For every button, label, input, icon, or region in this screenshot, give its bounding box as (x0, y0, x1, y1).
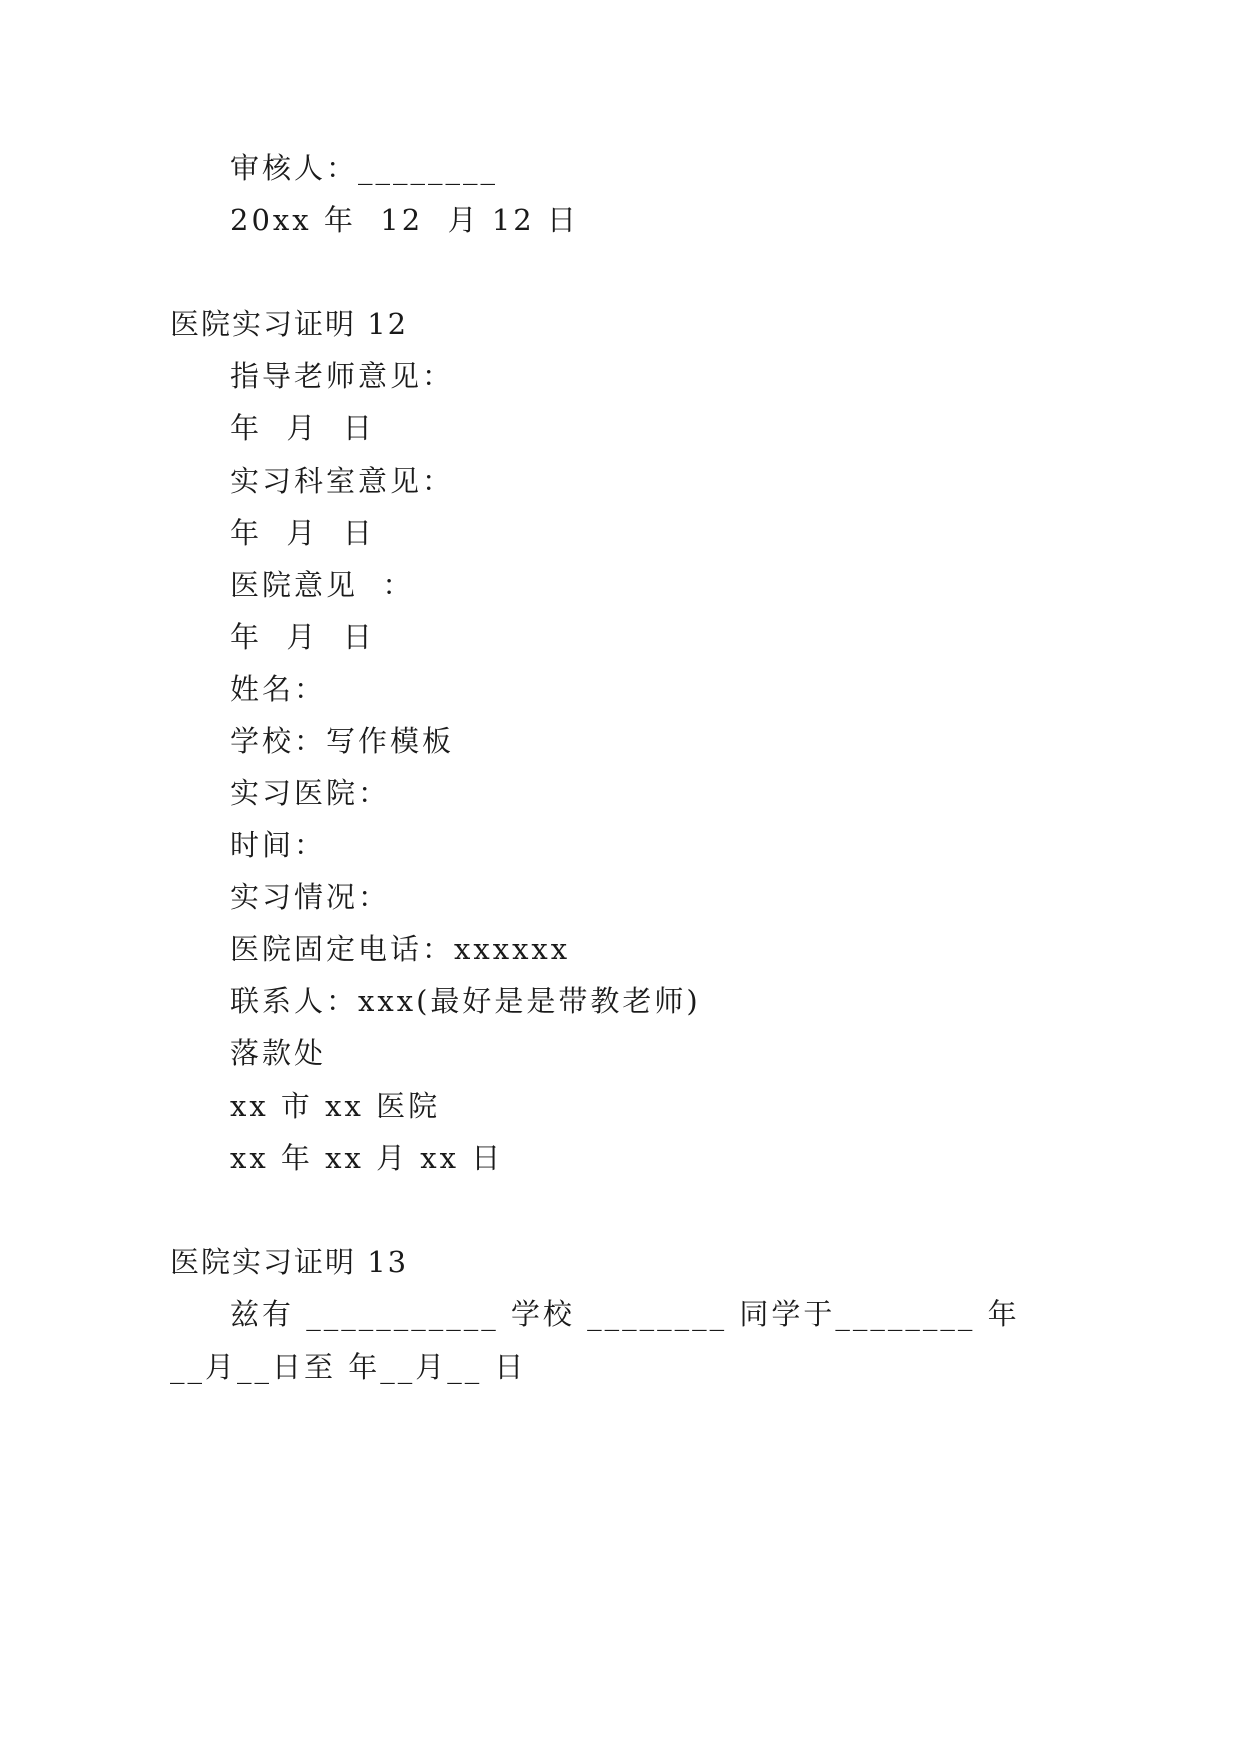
section-13-body-line-1: 兹有 ___________ 学校 ________ 同学于________ 年 (230, 1297, 1020, 1331)
name-field: 姓名： (230, 672, 327, 706)
advisor-date: 年 月 日 (230, 411, 375, 445)
internship-hospital-field: 实习医院： (230, 776, 391, 810)
hospital-name: xx 市 xx 医院 (230, 1089, 441, 1123)
internship-status-field: 实习情况： (230, 880, 391, 914)
hospital-phone-field: 医院固定电话：xxxxxx (230, 932, 571, 966)
section-13-title: 医院实习证明 13 (170, 1245, 409, 1279)
advisor-opinion: 指导老师意见： (230, 359, 455, 393)
department-opinion: 实习科室意见： (230, 464, 455, 498)
hospital-date: 年 月 日 (230, 620, 375, 654)
signature-date: xx 年 xx 月 xx 日 (230, 1141, 504, 1175)
department-date: 年 月 日 (230, 516, 375, 550)
contact-field: 联系人：xxx(最好是是带教老师) (230, 984, 701, 1018)
signature-label: 落款处 (230, 1036, 327, 1070)
section-13-body-line-2: __月__日至 年__月__ 日 (170, 1350, 527, 1384)
hospital-opinion: 医院意见 ： (230, 568, 415, 602)
section-12-title: 医院实习证明 12 (170, 307, 409, 341)
reviewer-line: 审核人：________ (230, 151, 499, 185)
review-date: 20xx 年 12 月 12 日 (230, 203, 579, 237)
time-field: 时间： (230, 828, 327, 862)
school-field: 学校：写作模板 (230, 724, 455, 758)
